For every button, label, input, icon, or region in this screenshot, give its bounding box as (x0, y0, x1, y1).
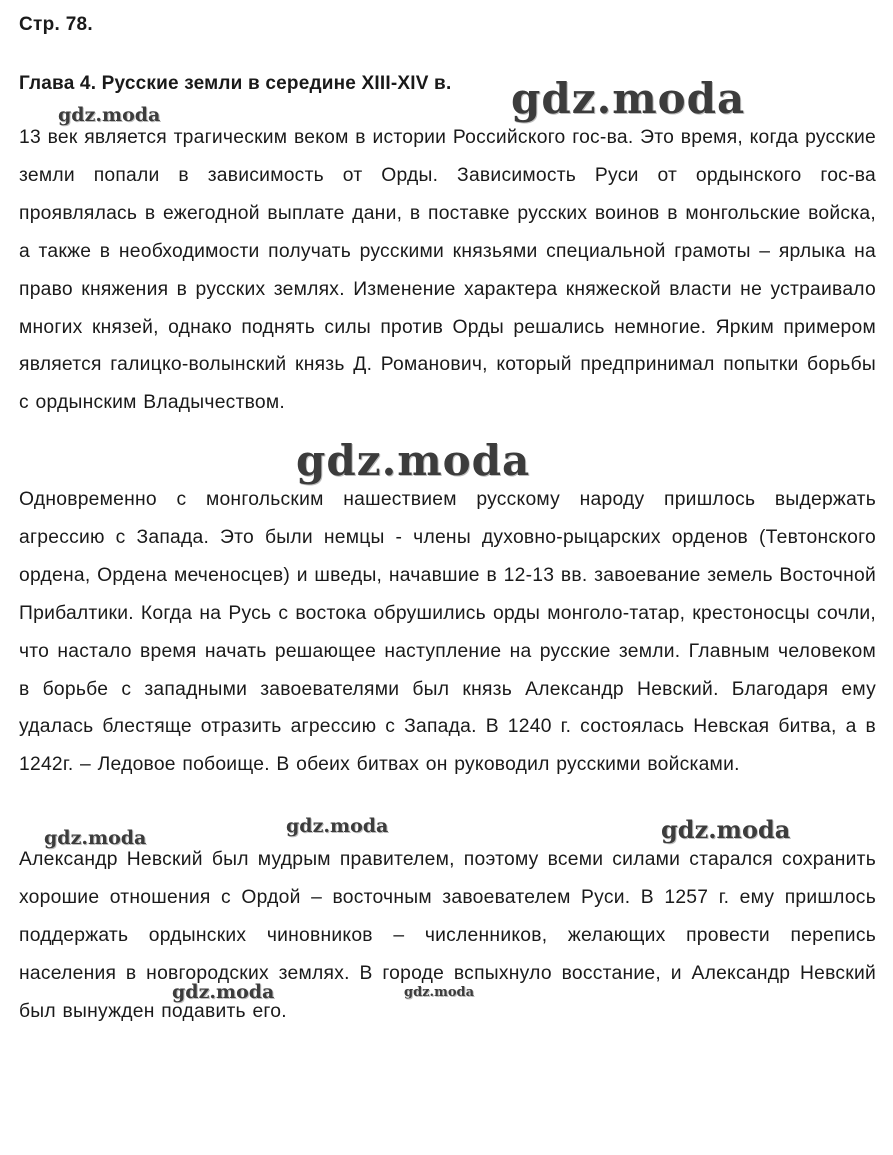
chapter-title: Глава 4. Русские земли в середине XIII-XIV в. (19, 73, 452, 94)
paragraph-3: Александр Невский был мудрым правителем, поэтому всеми силами старался сохранить хорошие отношения с Ордой – восточным завоевателем Руси. В 1257 г. ему пришлось поддержать ордынских чиновников – численников, желающих провести перепись населения в новгородских землях. В городе вспыхнуло восстание, и Александр Невский был вынужден подавить его. (19, 849, 876, 1022)
watermark-logo: gdz.moda (296, 436, 531, 485)
paragraph-2: Одновременно с монгольским нашествием русскому народу пришлось выдержать агрессию с Запада. Это были немцы - члены духовно-рыцарских орденов (Тевтонского ордена, Ордена меченосцев) и шведы, начавшие в 12-13 вв. завоевание земель Восточной Прибалтики. Когда на Русь с востока обрушились орды монголо-татар, крестоносцы сочли, что настало время начать решающее наступление на русские земли. Главным человеком в борьбе с западными завоевателями был князь Александр Невский. Благодаря ему удалась блестяще отразить агрессию с Запада. В 1240 г. состоялась Невская битва, а в 1242г. – Ледовое побоище. В обеих битвах он руководил русскими войсками. (19, 489, 876, 776)
page-number: Стр. 78. (19, 14, 94, 35)
watermark-logo: gdz.moda (286, 815, 389, 837)
paragraph-1: 13 век является трагическим веком в истории Российского гос-ва. Это время, когда русские земли попали в зависимость от Орды. Зависимость Руси от ордынского гос-ва проявлялась в ежегодной выплате дани, в поставке русских воинов в монгольские войска, а также в необходимости получать русскими князьями специальной грамоты – ярлыка на право княжения в русских землях. Изменение характера княжеской власти не устраивало многих князей, однако поднять силы против Орды решались немногие. Ярким примером является галицко-волынский князь Д. Романович, который предпринимал попытки борьбы с ордынским Владычеством. (19, 127, 876, 414)
watermark-logo: gdz.moda (404, 985, 475, 1000)
watermark-logo: gdz.moda (58, 104, 161, 126)
watermark-logo: gdz.moda (172, 981, 275, 1003)
watermark-logo: gdz.moda (44, 827, 147, 849)
watermark-logo: gdz.moda (661, 815, 791, 844)
watermark-logo: gdz.moda (511, 74, 746, 123)
